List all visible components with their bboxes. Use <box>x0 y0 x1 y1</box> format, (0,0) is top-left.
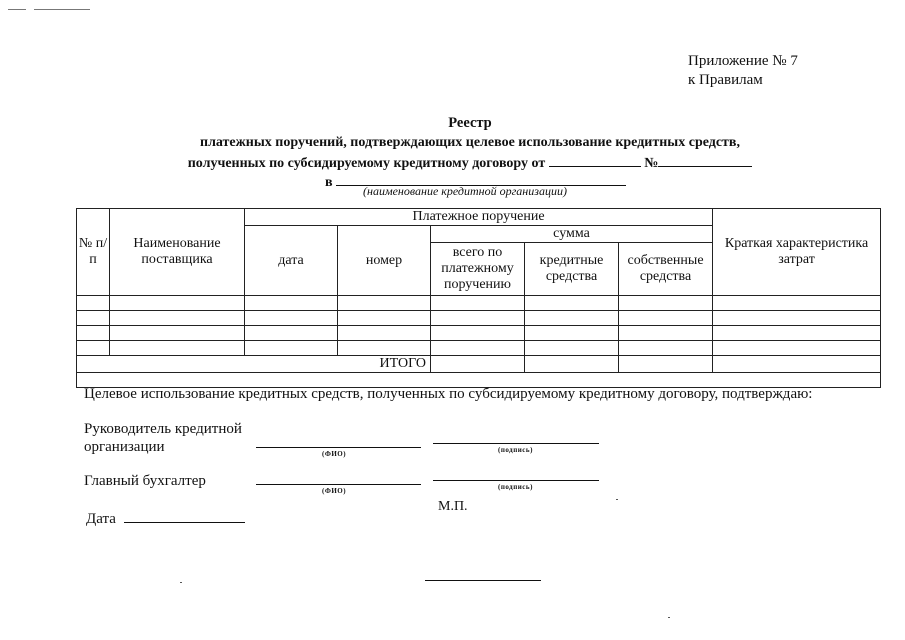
table-row <box>77 296 881 311</box>
head-signature-line <box>433 443 599 444</box>
table-row <box>77 341 881 356</box>
accountant-signature-line <box>433 480 599 481</box>
contract-number-sign: № <box>644 156 659 171</box>
title-registry: Реестр <box>448 115 492 131</box>
confirmation-text: Целевое использование кредитных средств, полученных по субсидируемому кредитному договору, подтверждаю: <box>84 386 813 402</box>
total-label: ИТОГО <box>77 356 431 373</box>
header-credit-funds: кредитные средства <box>525 243 619 296</box>
table-row <box>77 326 881 341</box>
contract-date-blank <box>549 152 641 167</box>
date-line <box>124 522 245 523</box>
header-supplier: Наименование поставщика <box>110 209 245 296</box>
head-label-line2: организации <box>84 439 165 455</box>
head-signature-hint: (подпись) <box>498 446 533 454</box>
accountant-signature-hint: (подпись) <box>498 483 533 491</box>
header-sum: сумма <box>431 226 713 243</box>
appendix-number: Приложение № 7 <box>688 53 798 69</box>
header-total-by-order: всего по платежному поручению <box>431 243 525 296</box>
accountant-fio-line <box>256 484 421 485</box>
title-subtitle: платежных поручений, подтверждающих целевое использование кредитных средств, <box>200 135 740 150</box>
header-date: дата <box>245 226 338 296</box>
document-title <box>120 114 820 173</box>
head-fio-hint: (ФИО) <box>322 450 347 458</box>
scan-mark <box>8 9 26 10</box>
contract-number-blank <box>658 152 752 167</box>
table-header-row <box>77 209 881 226</box>
head-label-line1: Руководитель кредитной <box>84 421 242 437</box>
credit-org-hint: (наименование кредитной организации) <box>363 184 567 198</box>
credit-org-prefix: в <box>325 175 333 190</box>
date-label: Дата <box>86 511 116 527</box>
header-number: номер <box>338 226 431 296</box>
header-description: Краткая характеристика затрат <box>713 209 881 296</box>
stamp-place: М.П. <box>438 499 468 514</box>
title-contract-line <box>120 152 820 173</box>
head-label <box>84 420 242 456</box>
header-num: № п/п <box>77 209 110 296</box>
accountant-label: Главный бухгалтер <box>84 473 206 489</box>
total-row <box>77 356 881 373</box>
scan-speck <box>180 582 182 583</box>
head-fio-line <box>256 447 421 448</box>
accountant-fio-hint: (ФИО) <box>322 487 347 495</box>
registry-table <box>76 208 881 388</box>
appendix-rules: к Правилам <box>688 72 763 88</box>
scan-speck <box>616 499 618 500</box>
scan-speck <box>668 617 670 618</box>
table-row <box>77 311 881 326</box>
bottom-line <box>425 580 541 581</box>
appendix-reference <box>688 52 798 90</box>
title-contract-text: полученных по субсидируемому кредитному договору от <box>187 156 546 171</box>
header-own-funds: собственные средства <box>619 243 713 296</box>
header-payment-order: Платежное поручение <box>245 209 713 226</box>
scan-mark <box>34 9 90 10</box>
